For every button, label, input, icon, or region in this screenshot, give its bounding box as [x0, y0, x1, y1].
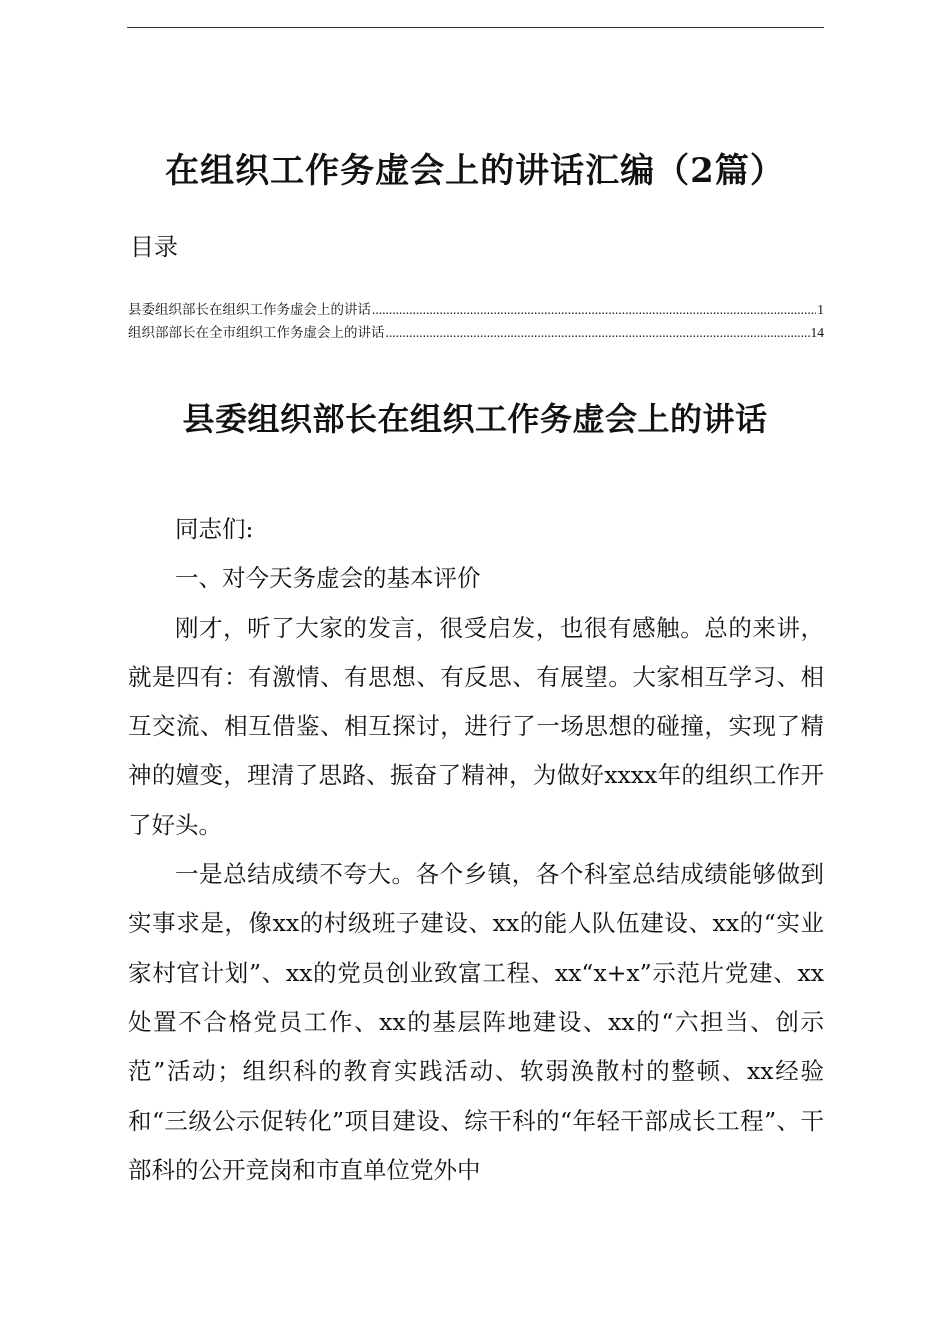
- document-title: 在组织工作务虚会上的讲话汇编（2篇）: [165, 151, 785, 191]
- subheading: 一、对今天务虚会的基本评价: [175, 564, 481, 593]
- salutation: 同志们:: [175, 515, 254, 543]
- toc-heading: 目录: [130, 233, 178, 261]
- table-of-contents: [128, 298, 824, 344]
- section-title: 县委组织部长在组织工作务虚会上的讲话: [182, 400, 768, 438]
- header-rule: [127, 27, 824, 28]
- toc-entry[interactable]: [128, 298, 824, 321]
- toc-entry-title[interactable]: 组织部部长在全市组织工作务虚会上的讲话: [128, 325, 385, 340]
- body-paragraph: 一是总结成绩不夸大。各个乡镇，各个科室总结成绩能够做到实事求是，像xx的村级班子建设、xx的能人队伍建设、xx的“实业家村官计划”、xx的党员创业致富工程、xx“x+x”示范片党建、xx处置不合格党员工作、xx的基层阵地建设、xx的“六担当、创示范”活动；组织科的教育实践活动、软弱涣散村的整顿、xx经验和“三级公示促转化”项目建设、综干科的“年轻干部成长工程”、干部科的公开竞岗和市直单位党外中: [128, 860, 824, 1184]
- toc-entry-page: 14: [810, 325, 824, 340]
- toc-dot-leader: [386, 321, 810, 344]
- toc-entry-title[interactable]: 县委组织部长在组织工作务虚会上的讲话: [128, 302, 371, 317]
- toc-entry-page: 1: [817, 302, 824, 317]
- speech-body: [128, 505, 824, 1195]
- toc-dot-leader: [372, 298, 816, 321]
- body-paragraph: 刚才，听了大家的发言，很受启发，也很有感触。总的来讲，就是四有：有激情、有思想、有反思、有展望。大家相互学习、相互交流、相互借鉴、相互探讨，进行了一场思想的碰撞，实现了精神的嬗变，理清了思路、振奋了精神，为做好xxxx年的组织工作开了好头。: [128, 613, 824, 839]
- toc-entry[interactable]: [128, 321, 824, 344]
